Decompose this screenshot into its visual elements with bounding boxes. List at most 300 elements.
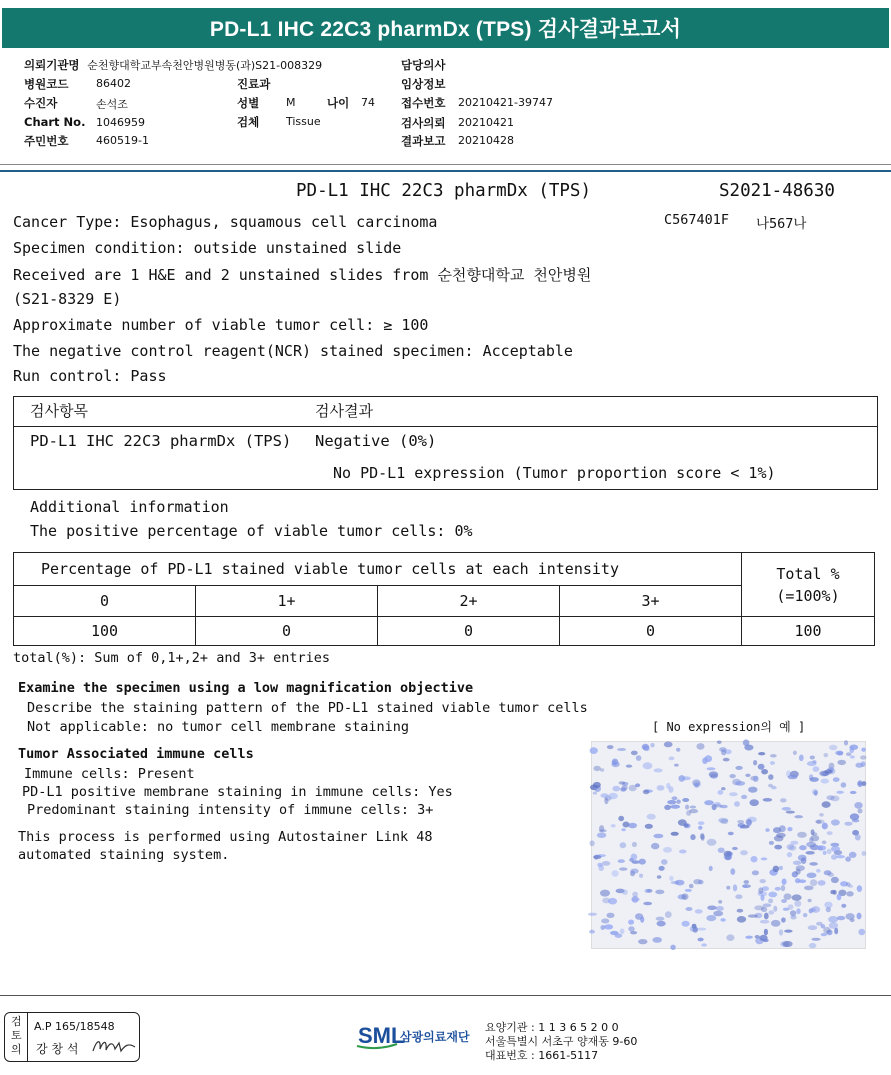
cell-nucleus: [769, 841, 774, 845]
cell-nucleus: [657, 875, 662, 878]
cell-nucleus: [860, 755, 866, 759]
clinical-label: 임상정보: [401, 77, 446, 91]
table-footnote: total(%): Sum of 0,1+,2+ and 3+ entries: [13, 650, 330, 666]
total-cell: 100: [742, 617, 875, 646]
cell-nucleus: [804, 886, 814, 891]
report-title: PD-L1 IHC 22C3 pharmDx (TPS) 검사결과보고서: [2, 8, 889, 48]
process-line2: automated staining system.: [18, 847, 230, 863]
total-header-line1: Total %: [776, 564, 840, 583]
resident-value: 460519-1: [96, 134, 149, 147]
cell-nucleus: [768, 910, 774, 914]
cell-nucleus: [862, 781, 867, 786]
cell-nucleus: [611, 824, 616, 827]
cell-nucleus: [631, 751, 638, 756]
level-cell: 1+: [196, 586, 378, 617]
cell-nucleus: [834, 928, 838, 935]
cell-nucleus: [833, 890, 837, 895]
examine-heading: Examine the specimen using a low magnification objective: [18, 680, 474, 696]
cell-nucleus: [717, 741, 722, 744]
chart-value: 1046959: [96, 116, 145, 129]
total-header-line2: (=100%): [776, 586, 840, 605]
cell-nucleus: [841, 904, 846, 908]
cell-nucleus: [701, 943, 707, 946]
cell-nucleus: [758, 764, 765, 770]
cell-nucleus: [676, 748, 680, 752]
cell-nucleus: [732, 847, 738, 850]
cell-nucleus: [770, 761, 775, 765]
intensity-table: [13, 552, 875, 646]
cancer-type: Cancer Type: Esophagus, squamous cell carcinoma: [13, 213, 438, 231]
cell-nucleus: [676, 800, 680, 804]
cell-nucleus: [647, 889, 653, 893]
cell-nucleus: [753, 760, 757, 765]
cell-nucleus: [827, 849, 832, 854]
cell-nucleus: [709, 866, 713, 871]
cell-nucleus: [812, 760, 816, 763]
cell-nucleus: [788, 775, 798, 780]
cell-nucleus: [685, 805, 689, 810]
stamp-name: 강 창 석: [36, 1042, 79, 1056]
cell-nucleus: [588, 913, 597, 916]
cell-nucleus: [628, 920, 634, 925]
cell-nucleus: [787, 827, 792, 831]
cell-nucleus: [626, 765, 632, 768]
examine-line1: Describe the staining pattern of the PD-L1 stained viable tumor cells: [27, 700, 588, 716]
cell-nucleus: [829, 745, 837, 751]
request-value: 20210421: [458, 116, 514, 129]
cell-nucleus: [750, 799, 759, 806]
cell-nucleus: [651, 843, 659, 849]
institution-value: 순천향대학교부속천안병원병동(과)S21-008329: [87, 59, 323, 72]
cell-nucleus: [740, 825, 744, 828]
cell-nucleus: [664, 742, 673, 748]
cell-nucleus: [602, 861, 610, 866]
cell-nucleus: [837, 894, 842, 901]
cell-nucleus: [720, 918, 725, 922]
cell-nucleus: [861, 748, 866, 752]
footer-divider: [0, 995, 891, 996]
cell-nucleus: [690, 806, 696, 809]
cell-nucleus: [600, 793, 608, 798]
cell-nucleus: [643, 790, 650, 795]
cell-nucleus: [844, 740, 848, 745]
cell-nucleus: [764, 913, 769, 920]
cell-nucleus: [737, 820, 744, 823]
cell-nucleus: [861, 761, 866, 767]
cell-nucleus: [669, 876, 673, 881]
cell-nucleus: [779, 866, 783, 870]
cell-nucleus: [733, 884, 737, 891]
cell-nucleus: [670, 945, 675, 950]
cell-nucleus: [740, 850, 748, 855]
cell-nucleus: [744, 745, 753, 751]
stamp-side-label: 검토의: [11, 1015, 22, 1056]
cell-nucleus: [828, 916, 838, 923]
cell-nucleus: [697, 928, 706, 931]
cell-nucleus: [855, 834, 861, 840]
cell-nucleus: [811, 829, 815, 835]
cell-nucleus: [816, 869, 821, 873]
cell-nucleus: [792, 894, 802, 900]
value-cell: 100: [14, 617, 196, 646]
cell-nucleus: [653, 834, 663, 839]
cell-nucleus: [829, 922, 838, 929]
cell-nucleus: [768, 784, 773, 788]
cell-nucleus: [831, 819, 840, 825]
cell-nucleus: [849, 852, 857, 858]
cell-nucleus: [661, 859, 668, 865]
cell-nucleus: [693, 927, 699, 933]
cell-nucleus: [822, 841, 827, 845]
cell-nucleus: [763, 939, 769, 942]
cell-nucleus: [836, 791, 844, 794]
cell-nucleus: [799, 845, 807, 850]
age-label: 나이: [327, 96, 350, 110]
svg-text:SML: SML: [358, 1023, 405, 1048]
cell-nucleus: [670, 805, 680, 809]
cell-nucleus: [639, 874, 643, 878]
cell-nucleus: [790, 915, 796, 919]
cell-nucleus: [783, 941, 793, 947]
cell-nucleus: [698, 880, 703, 885]
cell-nucleus: [686, 907, 693, 911]
cell-nucleus: [682, 921, 690, 927]
result-value: Negative (0%): [315, 432, 437, 450]
cell-nucleus: [781, 917, 786, 922]
cell-nucleus: [846, 891, 853, 896]
cell-nucleus: [663, 847, 672, 853]
cell-nucleus: [753, 776, 759, 782]
cell-nucleus: [686, 810, 691, 816]
cell-nucleus: [622, 890, 628, 895]
cell-nucleus: [849, 747, 854, 753]
cell-nucleus: [768, 899, 773, 904]
cell-nucleus: [827, 831, 833, 835]
cell-nucleus: [665, 911, 672, 918]
cell-nucleus: [669, 786, 674, 793]
received-id: (S21-8329 E): [13, 290, 122, 308]
cell-nucleus: [850, 813, 859, 820]
cell-nucleus: [761, 857, 768, 860]
cell-nucleus: [735, 766, 742, 770]
report-value: 20210428: [458, 134, 514, 147]
cell-nucleus: [775, 887, 781, 891]
additional-heading: Additional information: [30, 498, 229, 516]
cell-nucleus: [821, 779, 829, 784]
cell-nucleus: [632, 860, 640, 864]
process-line1: This process is performed using Autostainer Link 48: [18, 829, 433, 845]
age-value: 74: [361, 96, 375, 109]
cell-nucleus: [803, 913, 808, 917]
cell-nucleus: [826, 907, 831, 912]
cell-nucleus: [600, 890, 610, 897]
cell-nucleus: [771, 920, 781, 927]
cell-nucleus: [768, 892, 777, 898]
cell-nucleus: [830, 796, 839, 802]
cell-nucleus: [779, 929, 783, 935]
cell-nucleus: [631, 854, 638, 861]
cell-nucleus: [850, 791, 857, 794]
signature-stamp: [4, 1012, 140, 1062]
cell-nucleus: [698, 938, 704, 942]
cell-nucleus: [809, 862, 818, 866]
cell-nucleus: [599, 829, 607, 832]
cell-nucleus: [748, 914, 758, 917]
cell-nucleus: [846, 882, 851, 887]
cell-nucleus: [737, 909, 744, 913]
total-header: [742, 553, 875, 617]
sex-label: 성별: [237, 96, 260, 110]
cell-nucleus: [723, 758, 730, 762]
patient-label: 수진자: [24, 96, 58, 110]
cell-nucleus: [797, 832, 807, 838]
cell-nucleus: [704, 800, 714, 805]
specimen-condition: Specimen condition: outside unstained slide: [13, 239, 402, 257]
cell-nucleus: [690, 834, 695, 840]
cell-nucleus: [632, 842, 637, 847]
cell-nucleus: [813, 766, 820, 772]
cell-nucleus: [657, 921, 666, 927]
value-cell: 0: [560, 617, 742, 646]
cell-nucleus: [768, 774, 773, 780]
immune-line1: Immune cells: Present: [24, 766, 195, 782]
cell-nucleus: [645, 746, 650, 751]
additional-text: The positive percentage of viable tumor cells: 0%: [30, 522, 473, 540]
receipt-label: 접수번호: [401, 96, 446, 110]
cell-nucleus: [718, 790, 724, 795]
cell-nucleus: [684, 823, 689, 827]
cell-nucleus: [656, 917, 665, 921]
level-cell: 3+: [560, 586, 742, 617]
cell-nucleus: [773, 906, 777, 912]
cell-nucleus: [774, 845, 782, 850]
cell-nucleus: [589, 930, 595, 934]
cell-nucleus: [761, 895, 765, 901]
test-name: PD-L1 IHC 22C3 pharmDx (TPS): [296, 181, 592, 201]
cell-nucleus: [862, 851, 867, 856]
cell-nucleus: [821, 924, 826, 928]
sex-value: M: [286, 96, 296, 109]
cell-nucleus: [671, 881, 680, 884]
cell-nucleus: [631, 898, 640, 901]
cell-nucleus: [805, 851, 814, 855]
cell-nucleus: [810, 756, 815, 760]
cell-nucleus: [608, 898, 617, 905]
cell-nucleus: [643, 762, 653, 769]
cell-nucleus: [715, 804, 723, 807]
sml-logo-icon: [357, 1019, 405, 1049]
cell-nucleus: [784, 893, 792, 899]
resident-label: 주민번호: [24, 134, 69, 148]
cell-nucleus: [850, 755, 855, 758]
cell-nucleus: [709, 771, 718, 777]
cell-nucleus: [607, 745, 614, 749]
cell-nucleus: [782, 807, 791, 811]
cell-nucleus: [698, 826, 702, 830]
cell-nucleus: [617, 748, 626, 751]
received-line: Received are 1 H&E and 2 unstained slides from 순천향대학교 천안병원: [13, 266, 592, 284]
immune-line2: PD-L1 positive membrane staining in immune cells: Yes: [22, 784, 453, 800]
cell-nucleus: [761, 769, 768, 774]
cell-nucleus: [726, 886, 730, 890]
cell-nucleus: [638, 939, 647, 944]
org-name: 삼광의료재단: [400, 1030, 470, 1044]
cell-nucleus: [793, 861, 802, 865]
cell-nucleus: [621, 828, 625, 831]
cell-nucleus: [796, 908, 800, 914]
ncr-line: The negative control reagent(NCR) stained specimen: Acceptable: [13, 342, 573, 360]
signature-icon: [91, 1035, 137, 1057]
cell-nucleus: [618, 816, 624, 821]
cell-nucleus: [718, 900, 722, 904]
cell-nucleus: [659, 866, 665, 871]
cell-nucleus: [720, 819, 728, 824]
cell-nucleus: [818, 880, 826, 886]
result-col1-header: 검사항목: [30, 402, 88, 420]
immune-line3: Predominant staining intensity of immune cells: 3+: [27, 802, 434, 818]
report-number: S2021-48630: [719, 181, 835, 201]
specimen-label: 검체: [237, 115, 260, 129]
cell-nucleus: [822, 801, 831, 808]
cell-nucleus: [647, 814, 656, 820]
cell-nucleus: [725, 855, 732, 861]
cell-nucleus: [600, 925, 605, 930]
cell-nucleus: [718, 848, 725, 853]
cell-nucleus: [770, 754, 777, 757]
cell-nucleus: [636, 755, 642, 761]
cell-nucleus: [831, 877, 839, 883]
cell-nucleus: [628, 823, 637, 829]
cell-nucleus: [773, 827, 781, 833]
cell-nucleus: [782, 879, 787, 885]
cell-nucleus: [818, 846, 823, 851]
hospital-code-value: 86402: [96, 77, 131, 90]
cell-nucleus: [601, 919, 609, 924]
level-cell: 0: [14, 586, 196, 617]
report-label: 결과보고: [401, 134, 446, 148]
cell-nucleus: [846, 752, 851, 756]
cell-nucleus: [735, 894, 742, 899]
cell-nucleus: [763, 798, 773, 802]
cell-nucleus: [735, 781, 745, 786]
cell-nucleus: [787, 852, 792, 857]
cell-nucleus: [808, 925, 818, 930]
cell-nucleus: [760, 879, 766, 883]
header-divider-thick: [0, 170, 891, 172]
cell-nucleus: [836, 855, 845, 858]
cell-nucleus: [619, 781, 626, 784]
cell-nucleus: [620, 928, 625, 934]
micrograph-svg: [592, 742, 865, 948]
cell-nucleus: [645, 824, 653, 829]
cell-nucleus: [615, 934, 623, 938]
cell-nucleus: [705, 755, 713, 762]
cell-nucleus: [858, 809, 863, 814]
cell-nucleus: [696, 743, 704, 750]
cell-nucleus: [845, 913, 854, 920]
cell-nucleus: [824, 753, 829, 757]
cell-nucleus: [844, 822, 852, 826]
institution-label: 의뢰기관명: [24, 58, 80, 72]
cell-nucleus: [743, 884, 748, 888]
cell-nucleus: [597, 832, 606, 838]
cell-nucleus: [664, 805, 671, 810]
cell-nucleus: [799, 755, 804, 762]
examine-line2: Not applicable: no tumor cell membrane staining: [27, 719, 410, 735]
cell-nucleus: [593, 792, 597, 795]
cell-nucleus: [667, 800, 676, 804]
org-phone: 대표번호 : 1661-5117: [485, 1049, 599, 1062]
cell-nucleus: [748, 787, 757, 793]
cell-nucleus: [706, 915, 716, 921]
cell-nucleus: [630, 869, 638, 874]
cell-nucleus: [828, 873, 834, 877]
cell-nucleus: [776, 833, 786, 838]
level-cell: 2+: [378, 586, 560, 617]
cell-nucleus: [793, 751, 797, 755]
cell-nucleus: [787, 844, 795, 850]
cell-nucleus: [835, 751, 843, 756]
cell-nucleus: [788, 904, 794, 909]
cell-nucleus: [682, 798, 689, 802]
cell-nucleus: [823, 851, 827, 855]
cell-nucleus: [809, 837, 814, 842]
cell-nucleus: [679, 850, 687, 854]
cell-nucleus: [745, 774, 750, 777]
cell-nucleus: [801, 857, 807, 864]
cell-nucleus: [639, 859, 646, 865]
cell-nucleus: [744, 880, 750, 884]
cell-nucleus: [608, 793, 618, 799]
cell-nucleus: [721, 750, 726, 756]
result-col2-header: 검사결과: [315, 402, 373, 420]
cell-nucleus: [721, 787, 725, 790]
cell-nucleus: [824, 769, 832, 773]
cell-nucleus: [841, 782, 847, 787]
department-label: 진료과: [237, 77, 271, 91]
cell-nucleus: [837, 760, 846, 765]
cell-nucleus: [854, 802, 862, 809]
cell-nucleus: [751, 856, 758, 862]
result-box-divider: [13, 426, 878, 427]
cell-nucleus: [713, 911, 723, 917]
cell-nucleus: [628, 926, 634, 931]
specimen-value: Tissue: [286, 115, 321, 128]
cell-nucleus: [695, 909, 703, 913]
sml-logo: [357, 1019, 477, 1055]
cell-nucleus: [619, 867, 627, 870]
cell-nucleus: [796, 865, 805, 871]
cell-nucleus: [811, 938, 820, 941]
cell-nucleus: [729, 792, 738, 796]
cell-nucleus: [765, 828, 769, 832]
header-divider: [0, 164, 891, 165]
cell-nucleus: [593, 782, 601, 788]
cell-nucleus: [741, 795, 747, 799]
cell-nucleus: [837, 916, 845, 920]
cell-nucleus: [655, 890, 664, 895]
cell-nucleus: [758, 752, 765, 755]
cell-nucleus: [620, 842, 627, 848]
cell-nucleus: [643, 902, 652, 906]
receipt-value: 20210421-39747: [458, 96, 553, 109]
intensity-header: Percentage of PD-L1 stained viable tumor cells at each intensity: [14, 553, 742, 586]
cell-nucleus: [654, 768, 663, 772]
cell-nucleus: [810, 879, 817, 886]
cell-nucleus: [612, 759, 619, 766]
cell-nucleus: [689, 884, 694, 889]
cell-nucleus: [795, 878, 800, 883]
